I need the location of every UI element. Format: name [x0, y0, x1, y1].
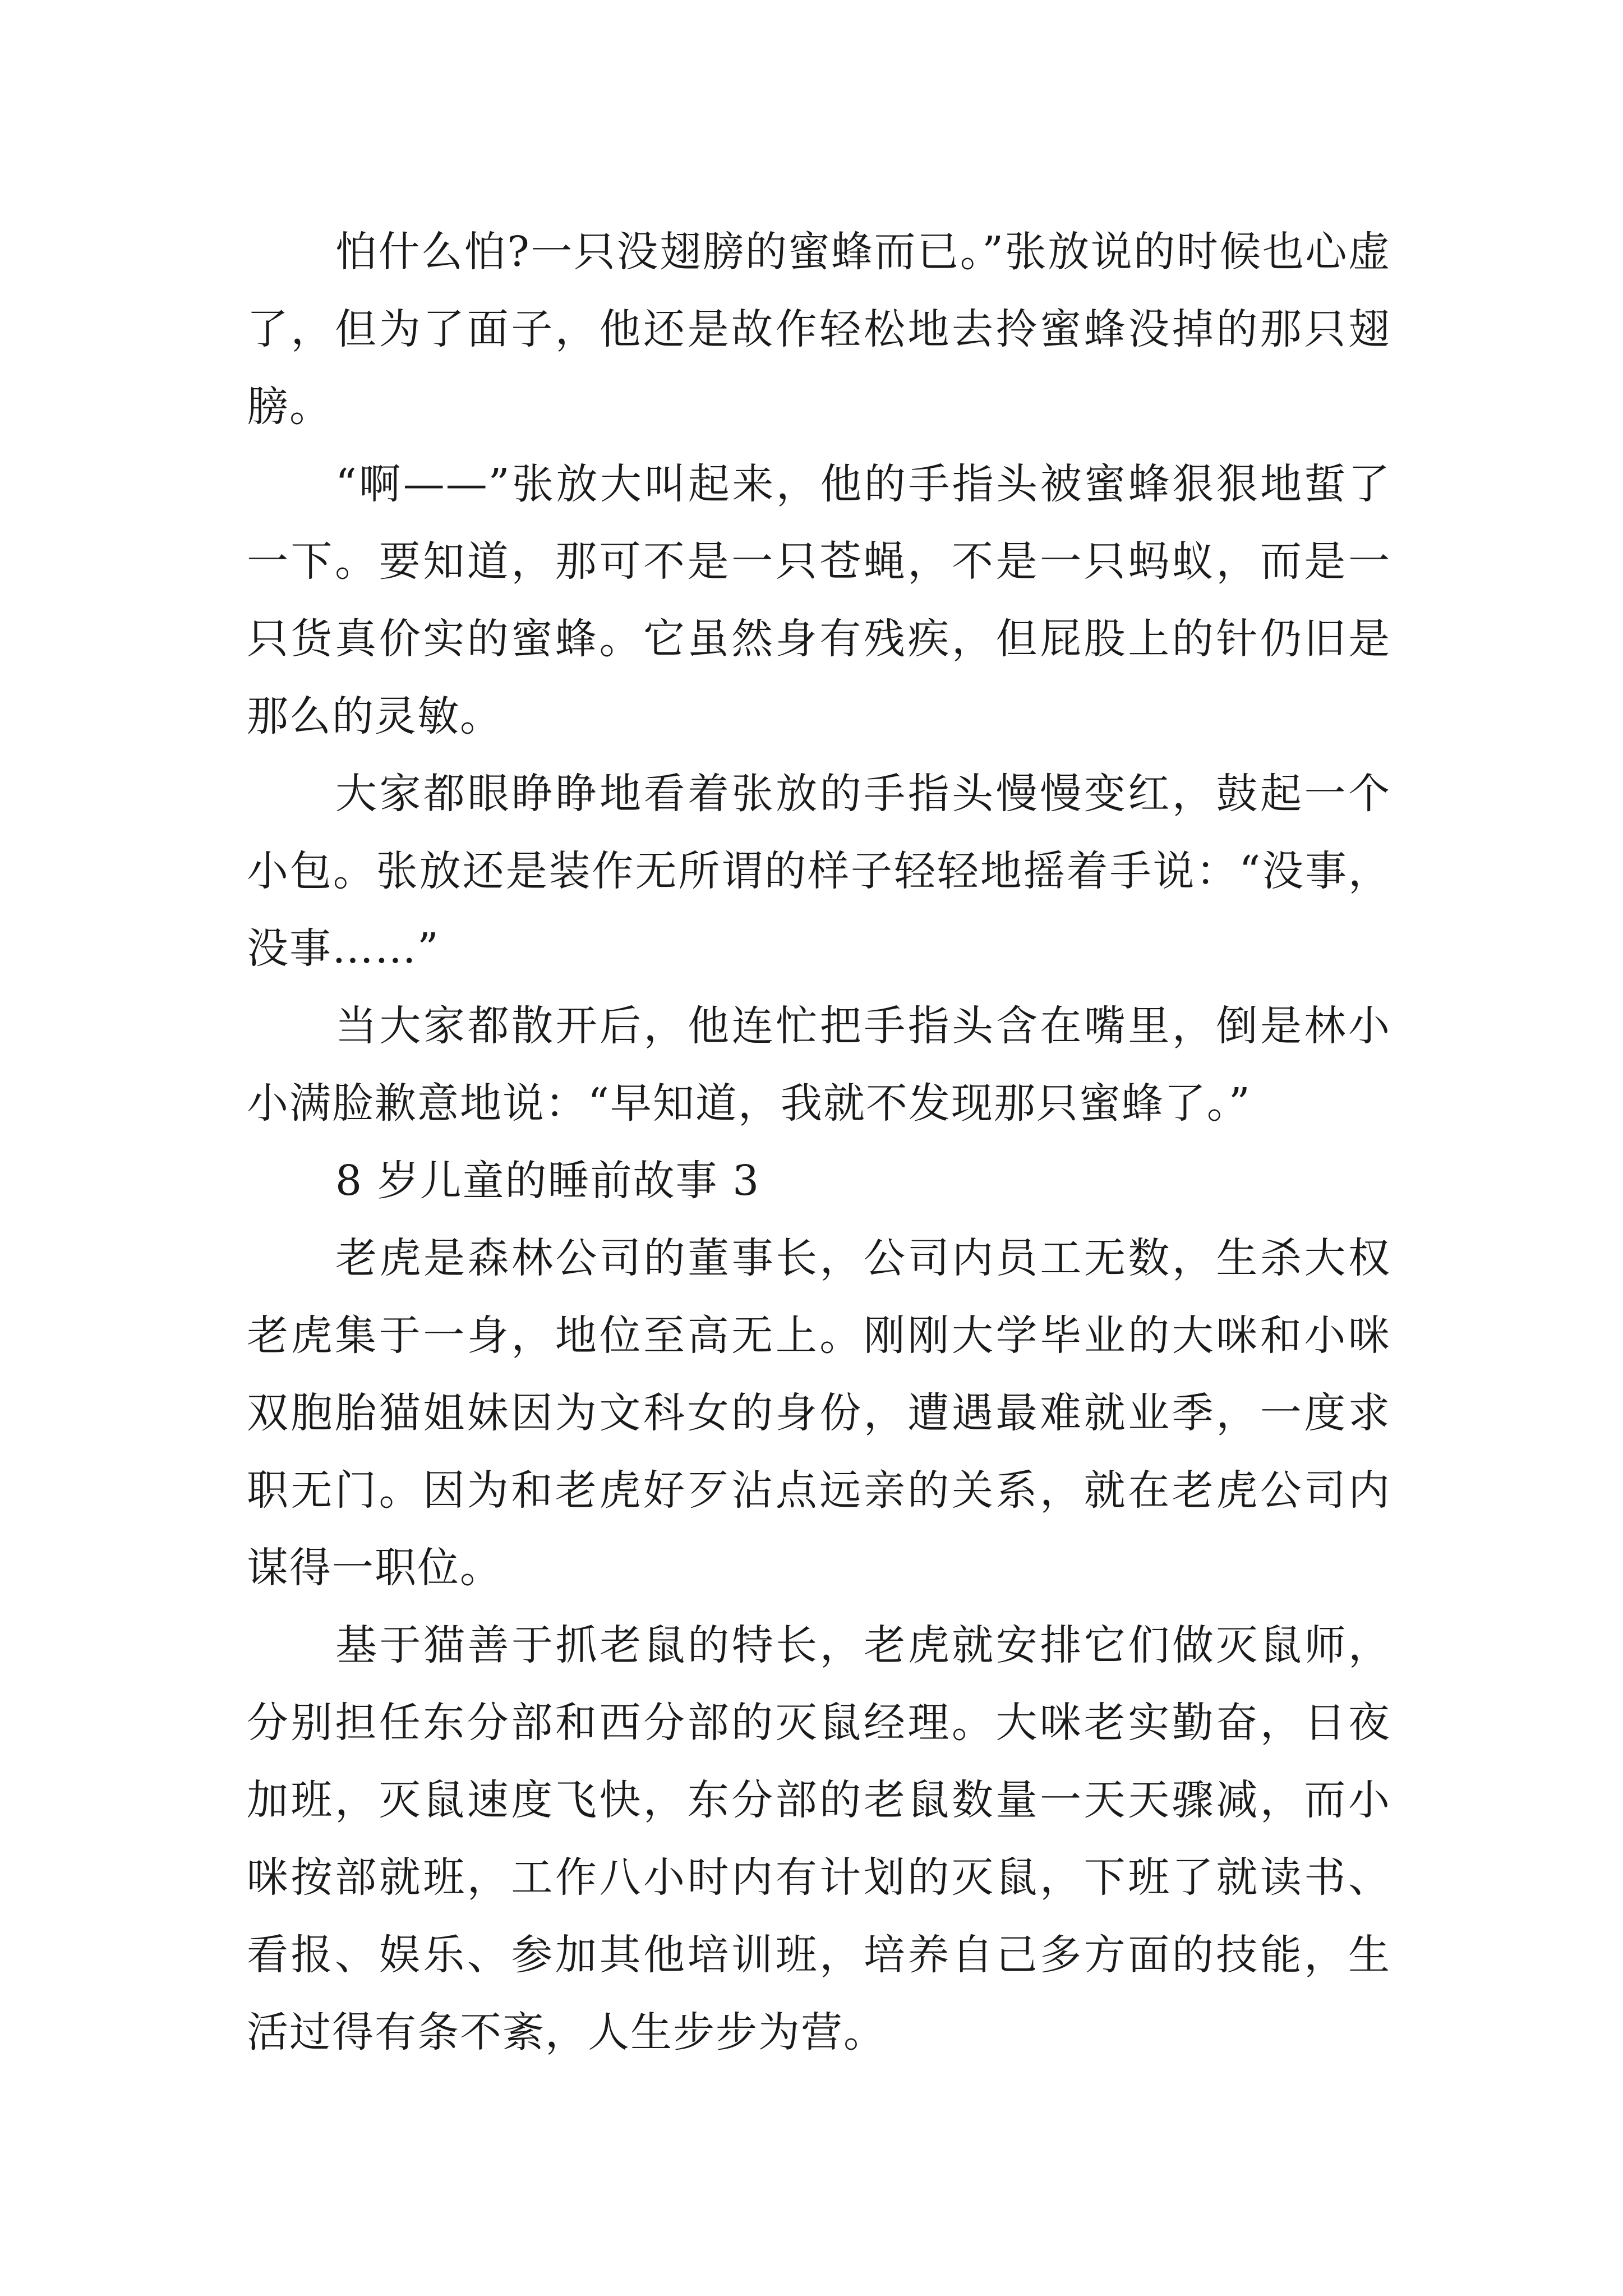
- story-heading: 8 岁儿童的睡前故事 3: [335, 1157, 760, 1205]
- paragraph-2: “啊——”张放大叫起来，他的手指头被蜜蜂狠狠地蜇了一下。要知道，那可不是一只苍蝇，不是一只蚂蚁，而是一只货真价实的蜜蜂。它虽然身有残疾，但屁股上的针仍旧是那么的灵敏。: [247, 460, 1391, 740]
- paragraph-4: 当大家都散开后，他连忙把手指头含在嘴里，倒是林小小满脸歉意地说：“早知道，我就不发现那只蜜蜂了。”: [247, 1002, 1391, 1128]
- paragraph-5: 老虎是森林公司的董事长，公司内员工无数，生杀大权老虎集于一身，地位至高无上。刚刚大学毕业的大咪和小咪双胞胎猫姐妹因为文科女的身份，遭遇最难就业季，一度求职无门。因为和老虎好歹沾点远亲的关系，就在老虎公司内谋得一职位。: [247, 1234, 1391, 1592]
- paragraph-3: 大家都眼睁睁地看着张放的手指头慢慢变红，鼓起一个小包。张放还是装作无所谓的样子轻轻地摇着手说：“没事，没事……”: [247, 770, 1391, 973]
- paragraph-6: 基于猫善于抓老鼠的特长，老虎就安排它们做灭鼠师，分别担任东分部和西分部的灭鼠经理。大咪老实勤奋，日夜加班，灭鼠速度飞快，东分部的老鼠数量一天天骤减，而小咪按部就班，工作八小时内有计划的灭鼠，下班了就读书、看报、娱乐、参加其他培训班，培养自己多方面的技能，生活过得有条不紊，人生步步为营。: [247, 1621, 1391, 2056]
- document-body: [247, 213, 1391, 2071]
- paragraph-1: 怕什么怕?一只没翅膀的蜜蜂而已。”张放说的时候也心虚了，但为了面子，他还是故作轻松地去拎蜜蜂没掉的那只翅膀。: [247, 228, 1391, 431]
